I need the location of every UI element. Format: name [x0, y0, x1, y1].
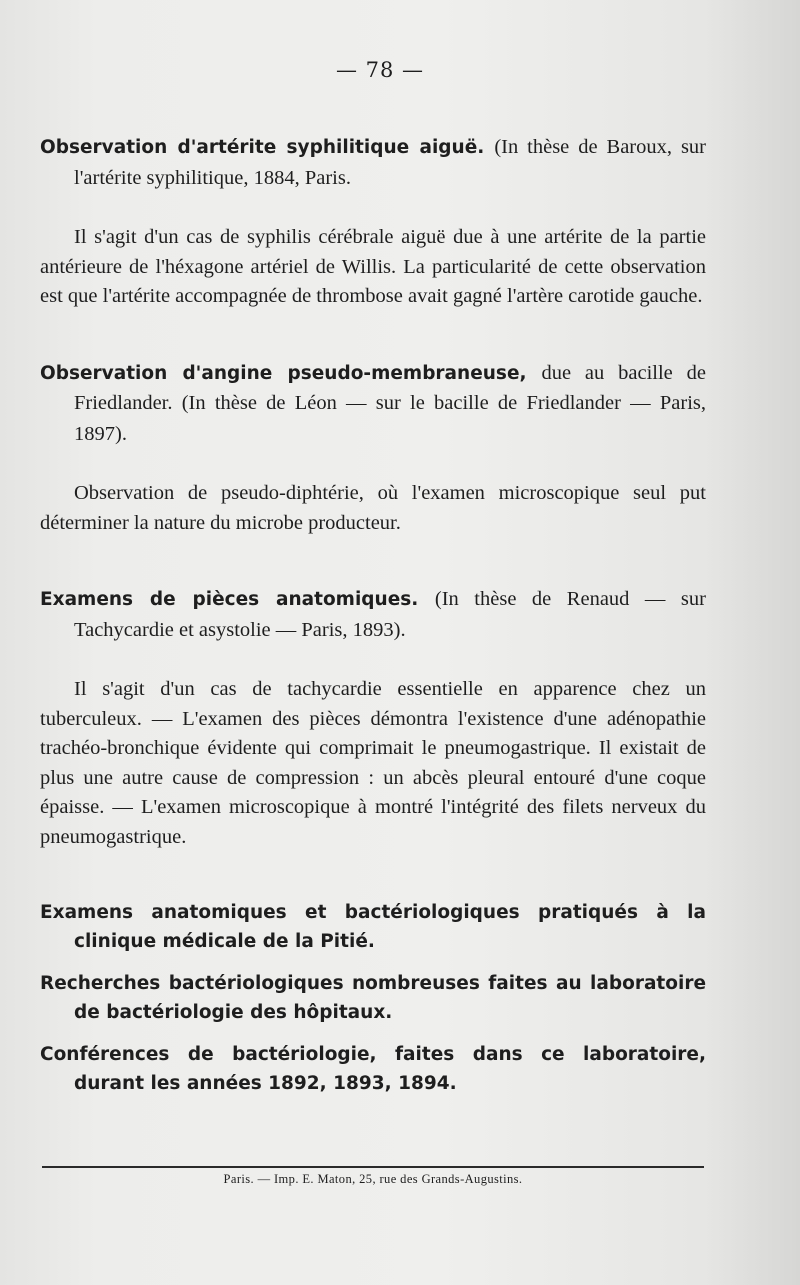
page-number: — 78 — [335, 58, 425, 82]
entry-reference: due au bacille de Friedlander. (In thèse de Léon — sur le bacille de Friedlander — Paris, 1897). [74, 361, 707, 445]
entry-examens-heading [40, 584, 706, 645]
bold-entry-recherches: Recherches bactériologiques nombreuses faites au laboratoire de bactériologie des hôpitaux. [40, 973, 706, 1023]
entry-heading: Observation d'artérite syphilitique aiguë. [40, 137, 485, 158]
entry-paragraph: Il s'agit d'un cas de tachycardie essentielle en apparence chez un tuberculeux. — L'examen des pièces démontra l'existence d'une adénopathie trachéo-bronchique évidente qui comprimait le pneumogastrique. Il existait de plus une autre cause de compression : un abcès pleural entouré d'une coque épaisse. — L'examen microscopique à montré l'intégrité des filets nerveux du pneumogastrique. [40, 678, 706, 848]
entry-reference: (In thèse de Renaud — sur Tachycardie et asystolie — Paris, 1893). [74, 588, 706, 641]
bold-entry-pitie: Examens anatomiques et bactériologiques pratiqués à la clinique médicale de la Pitié. [40, 902, 706, 952]
entry-reference: (In thèse de Baroux, sur l'artérite syphilitique, 1884, Paris. [74, 136, 707, 189]
entry-angine-heading [40, 358, 706, 450]
printer-imprint: Paris. — Imp. E. Maton, 25, rue des Grands-Augustins. [223, 1172, 523, 1186]
entry-arterite-heading [40, 132, 706, 193]
entry-heading: Observation d'angine pseudo-membraneuse, [40, 362, 527, 384]
entry-heading: Examens de pièces anatomiques. [40, 589, 419, 610]
entry-paragraph: Observation de pseudo-diphtérie, où l'examen microscopique seul put déterminer la nature du microbe producteur. [40, 482, 706, 534]
footer-divider [42, 1166, 704, 1168]
entry-paragraph: Il s'agit d'un cas de syphilis cérébrale aiguë due à une artérite de la partie antérieure de l'héxagone artériel de Willis. La particularité de cette observation est que l'artérite accompagnée de thrombose avait gagné l'artère carotide gauche. [40, 226, 706, 307]
page-content [40, 132, 706, 1098]
bold-entry-conferences: Conférences de bactériologie, faites dans ce laboratoire, durant les années 1892, 1893, 1894. [40, 1044, 706, 1094]
